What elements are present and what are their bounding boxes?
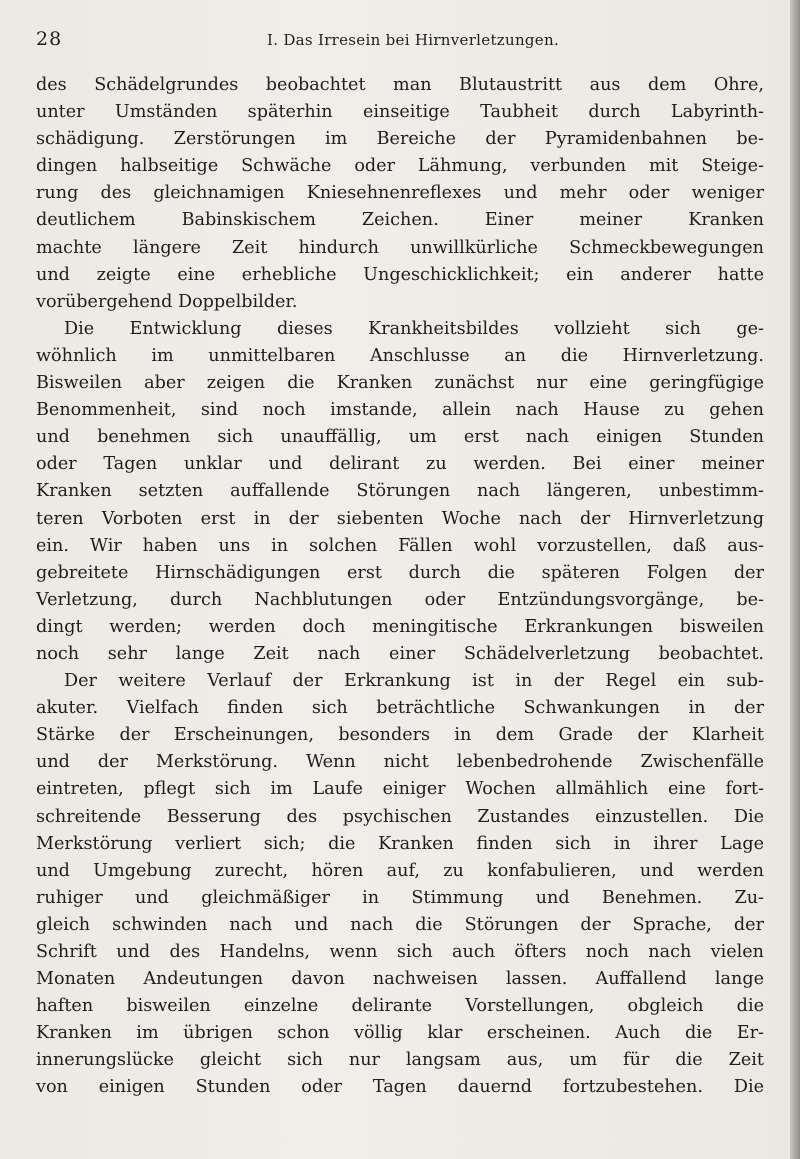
page-number: 28 [36,28,63,50]
running-head: I. Das Irresein bei Hirnverletzungen. [266,31,560,49]
paragraph-start-line: Der weitere Verlauf der Erkrankung ist in der Regel ein sub- [64,671,764,692]
text-line: schädigung. Zerstörungen im Bereiche der Pyramidenbahnen be- [36,129,764,150]
text-line: dingen halbseitige Schwäche oder Lähmung, verbunden mit Steige- [36,156,764,177]
page-edge-shadow [790,0,800,1159]
text-line: Stärke der Erscheinungen, besonders in dem Grade der Klarheit [36,725,764,746]
text-line: von einigen Stunden oder Tagen dauernd fortzubestehen. Die [36,1077,764,1098]
text-line: oder Tagen unklar und delirant zu werden. Bei einer meiner [36,454,764,475]
paragraph-end-line: noch sehr lange Zeit nach einer Schädelverletzung beobachtet. [36,643,764,664]
paragraph-start-line: Die Entwicklung dieses Krankheitsbildes vollzieht sich ge- [64,318,764,339]
text-line: schreitende Besserung des psychischen Zustandes einzustellen. Die [36,806,764,827]
text-line: Kranken im übrigen schon völlig klar erscheinen. Auch die Er- [36,1023,764,1044]
text-line: des Schädelgrundes beobachtet man Blutaustritt aus dem Ohre, [36,75,764,95]
text-line: Kranken setzten auffallende Störungen nach längeren, unbestimm- [36,481,764,502]
text-line: Bisweilen aber zeigen die Kranken zunächst nur eine geringfügige [36,373,764,394]
text-line: Schrift und des Handelns, wenn sich auch öfters noch nach vielen [36,942,764,962]
body-text [36,72,764,1102]
text-line: Monaten Andeutungen davon nachweisen lassen. Auffallend lange [36,969,764,990]
text-line: haften bisweilen einzelne delirante Vorstellungen, obgleich die [36,996,764,1017]
text-line: teren Vorboten erst in der siebenten Woche nach der Hirnverletzung [36,508,764,529]
text-line: ruhiger und gleichmäßiger in Stimmung und Benehmen. Zu- [36,887,764,908]
text-line: Benommenheit, sind noch imstande, allein nach Hause zu gehen [36,400,764,421]
text-line: Verletzung, durch Nachblutungen oder Entzündungsvorgänge, be- [36,589,764,610]
paragraph-end-line: vorübergehend Doppelbilder. [36,291,298,312]
text-line: eintreten, pflegt sich im Laufe einiger Wochen allmählich eine fort- [36,779,764,800]
text-line: deutlichem Babinskischem Zeichen. Einer meiner Kranken [36,210,764,231]
text-line: Merkstörung verliert sich; die Kranken finden sich in ihrer Lage [36,833,764,854]
text-line: ein. Wir haben uns in solchen Fällen wohl vorzustellen, daß aus- [36,535,764,556]
text-line: unter Umständen späterhin einseitige Taubheit durch Labyrinth- [36,102,764,123]
text-line: und Umgebung zurecht, hören auf, zu konfabulieren, und werden [36,860,764,881]
text-line: dingt werden; werden doch meningitische Erkrankungen bisweilen [36,616,764,637]
text-line: machte längere Zeit hindurch unwillkürliche Schmeckbewegungen [36,237,764,258]
text-line: akuter. Vielfach finden sich beträchtliche Schwankungen in der [36,698,764,719]
text-line: rung des gleichnamigen Kniesehnenreflexes und mehr oder weniger [36,183,764,204]
text-line: innerungslücke gleicht sich nur langsam aus, um für die Zeit [36,1050,764,1071]
text-line: wöhnlich im unmittelbaren Anschlusse an die Hirnverletzung. [36,345,764,366]
page-header [36,28,760,58]
text-line: und zeigte eine erhebliche Ungeschicklichkeit; ein anderer hatte [36,264,764,285]
text-line: und benehmen sich unauffällig, um erst nach einigen Stunden [36,427,764,448]
text-line: gleich schwinden nach und nach die Störungen der Sprache, der [36,914,764,935]
text-line: gebreitete Hirnschädigungen erst durch die späteren Folgen der [36,562,764,583]
text-line: und der Merkstörung. Wenn nicht lebenbedrohende Zwischenfälle [36,752,764,773]
